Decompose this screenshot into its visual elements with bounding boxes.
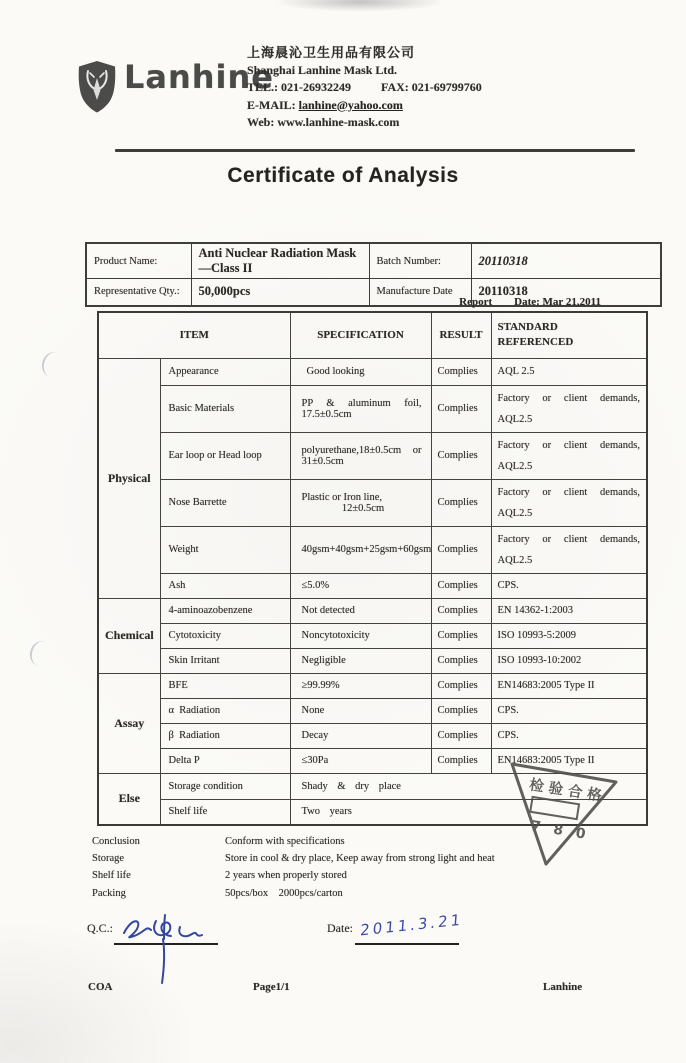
product-name-label: Product Name: bbox=[86, 243, 191, 279]
result-cell: Complies bbox=[431, 723, 491, 748]
web-address: www.lanhine-mask.com bbox=[277, 115, 400, 129]
result-cell: Complies bbox=[431, 573, 491, 598]
manufacture-date-value: 20110318 bbox=[471, 279, 661, 306]
spec-cell: polyurethane,18±0.5cm or 31±0.5cm bbox=[290, 432, 431, 479]
spec-cell: ≤5.0% bbox=[290, 573, 431, 598]
item-cell: BFE bbox=[160, 673, 290, 698]
footer-brand: Lanhine bbox=[543, 981, 583, 993]
company-logo bbox=[76, 56, 274, 114]
spec-cell: Decay bbox=[290, 723, 431, 748]
spec-cell: Shady & dry place bbox=[290, 773, 647, 799]
spec-cell: 40gsm+40gsm+25gsm+60gsm bbox=[290, 526, 431, 573]
standard-cell: Factory or client demands, AQL2.5 bbox=[491, 432, 647, 479]
result-cell: Complies bbox=[431, 526, 491, 573]
standard-cell: EN14683:2005 Type II bbox=[491, 673, 647, 698]
item-cell: Shelf life bbox=[160, 799, 290, 825]
web-line bbox=[247, 114, 482, 132]
standard-cell: ISO 10993-5:2009 bbox=[491, 623, 647, 648]
stamp-text: 检验合格 bbox=[528, 777, 608, 806]
table-row bbox=[98, 385, 647, 432]
spec-cell: Not detected bbox=[290, 598, 431, 623]
item-cell: β Radiation bbox=[160, 723, 290, 748]
table-row bbox=[86, 243, 661, 279]
conclusion-row bbox=[92, 867, 495, 884]
standard-cell: Factory or client demands, AQL2.5 bbox=[491, 385, 647, 432]
result-cell: Complies bbox=[431, 479, 491, 526]
fax-number: FAX: 021-69799760 bbox=[381, 80, 482, 94]
item-cell: Skin Irritant bbox=[160, 648, 290, 673]
table-row bbox=[98, 358, 647, 385]
batch-number-value: 20110318 bbox=[471, 243, 661, 279]
category-cell: Assay bbox=[98, 673, 160, 773]
company-info-block bbox=[247, 44, 482, 132]
standard-cell: ISO 10993-10:2002 bbox=[491, 648, 647, 673]
specification-header: SPECIFICATION bbox=[290, 312, 431, 358]
result-cell: Complies bbox=[431, 598, 491, 623]
product-name-value: Anti Nuclear Radiation Mask—Class II bbox=[191, 243, 369, 279]
spec-cell: Two years bbox=[290, 799, 647, 825]
spec-cell: None bbox=[290, 698, 431, 723]
conclusion-row bbox=[92, 850, 495, 867]
date-signature-line bbox=[355, 943, 459, 945]
company-name-english: Shanghai Lanhine Mask Ltd. bbox=[247, 62, 398, 77]
table-row bbox=[98, 698, 647, 723]
report-date-line bbox=[0, 296, 601, 308]
item-cell: Ear loop or Head loop bbox=[160, 432, 290, 479]
standard-cell: EN14683:2005 Type II bbox=[491, 748, 647, 773]
inspection-stamp bbox=[490, 747, 640, 879]
item-cell: Basic Materials bbox=[160, 385, 290, 432]
result-cell: Complies bbox=[431, 385, 491, 432]
result-cell: Complies bbox=[431, 698, 491, 723]
standard-cell: Factory or client demands, AQL2.5 bbox=[491, 526, 647, 573]
storage-value: Store in cool & dry place, Keep away from strong light and heat bbox=[225, 853, 495, 865]
category-cell: Chemical bbox=[98, 598, 160, 673]
table-header-row bbox=[98, 312, 647, 358]
footer-page-number: Page1/1 bbox=[253, 981, 290, 993]
page-title: Certificate of Analysis bbox=[227, 164, 459, 187]
email-label: E-MAIL: bbox=[247, 97, 296, 112]
date-label: Date: bbox=[327, 921, 353, 935]
spec-cell: PP & aluminum foil, 17.5±0.5cm bbox=[290, 385, 431, 432]
category-cell: Else bbox=[98, 773, 160, 825]
packing-value: 50pcs/box 2000pcs/carton bbox=[225, 887, 343, 899]
header-divider bbox=[115, 149, 635, 152]
table-row bbox=[98, 526, 647, 573]
table-row bbox=[98, 673, 647, 698]
shelf-life-value: 2 years when properly stored bbox=[225, 870, 347, 882]
qc-signature bbox=[118, 905, 228, 990]
storage-label: Storage bbox=[92, 853, 125, 865]
table-row bbox=[98, 479, 647, 526]
manufacture-date-label: Manufacture Date bbox=[369, 279, 471, 306]
footer-doc-type: COA bbox=[88, 981, 113, 993]
standard-cell: CPS. bbox=[491, 698, 647, 723]
item-cell: Nose Barrette bbox=[160, 479, 290, 526]
web-label: Web: bbox=[247, 115, 275, 129]
tel-number: TEL.: 021-26932249 bbox=[247, 80, 352, 94]
result-cell: Complies bbox=[431, 623, 491, 648]
report-date: Date: Mar 21,2011 bbox=[514, 296, 601, 308]
item-cell: 4-aminoazobenzene bbox=[160, 598, 290, 623]
table-row bbox=[98, 573, 647, 598]
result-cell: Complies bbox=[431, 648, 491, 673]
standard-cell: CPS. bbox=[491, 573, 647, 598]
logo-wordmark: Lanhine bbox=[124, 58, 274, 96]
item-cell: Delta P bbox=[160, 748, 290, 773]
date-handwriting: 2011.3.21 bbox=[359, 910, 464, 940]
result-cell: Complies bbox=[431, 673, 491, 698]
standard-cell: EN 14362-1:2003 bbox=[491, 598, 647, 623]
qc-label: Q.C.: bbox=[87, 921, 114, 935]
shelf-life-label: Shelf life bbox=[92, 870, 131, 882]
spec-cell: Plastic or Iron line, 12±0.5cm bbox=[290, 479, 431, 526]
standard-cell: AQL 2.5 bbox=[491, 358, 647, 385]
email-line bbox=[247, 97, 482, 115]
representative-qty-label: Representative Qty.: bbox=[86, 279, 191, 306]
stamp-number: 7 8 0 bbox=[529, 818, 591, 844]
table-row bbox=[98, 598, 647, 623]
item-cell: α Radiation bbox=[160, 698, 290, 723]
result-cell: Complies bbox=[431, 432, 491, 479]
spec-cell: Negligible bbox=[290, 648, 431, 673]
scan-mark bbox=[39, 349, 69, 380]
result-cell: Complies bbox=[431, 358, 491, 385]
item-header: ITEM bbox=[98, 312, 290, 358]
result-header: RESULT bbox=[431, 312, 491, 358]
conclusion-row bbox=[92, 833, 495, 850]
spec-cell: Noncytotoxicity bbox=[290, 623, 431, 648]
item-cell: Cytotoxicity bbox=[160, 623, 290, 648]
spec-cell: Good looking bbox=[290, 358, 431, 385]
result-cell: Complies bbox=[431, 748, 491, 773]
category-cell: Physical bbox=[98, 358, 160, 598]
conclusion-label: Conclusion bbox=[92, 836, 140, 847]
spec-cell: ≤30Pa bbox=[290, 748, 431, 773]
conclusion-block bbox=[92, 833, 495, 902]
batch-number-label: Batch Number: bbox=[369, 243, 471, 279]
conclusion-row bbox=[92, 885, 495, 902]
packing-label: Packing bbox=[92, 887, 126, 899]
item-cell: Appearance bbox=[160, 358, 290, 385]
item-cell: Storage condition bbox=[160, 773, 290, 799]
item-cell: Ash bbox=[160, 573, 290, 598]
table-row bbox=[98, 432, 647, 479]
table-row bbox=[98, 723, 647, 748]
standard-header: STANDARD REFERENCED bbox=[491, 312, 647, 358]
standard-cell: Factory or client demands, AQL2.5 bbox=[491, 479, 647, 526]
tel-fax-line bbox=[247, 79, 482, 97]
spec-cell: ≥99.99% bbox=[290, 673, 431, 698]
shield-logo-icon bbox=[76, 60, 118, 114]
conclusion-value: Conform with specifications bbox=[225, 836, 345, 847]
item-cell: Weight bbox=[160, 526, 290, 573]
report-label: Report bbox=[459, 296, 493, 308]
email-link[interactable]: lanhine@yahoo.com bbox=[298, 97, 403, 112]
company-name-chinese: 上海晨沁卫生用品有限公司 bbox=[247, 45, 416, 60]
standard-cell: CPS. bbox=[491, 723, 647, 748]
scan-mark bbox=[27, 638, 57, 669]
table-row bbox=[98, 623, 647, 648]
table-row bbox=[98, 648, 647, 673]
representative-qty-value: 50,000pcs bbox=[191, 279, 369, 306]
